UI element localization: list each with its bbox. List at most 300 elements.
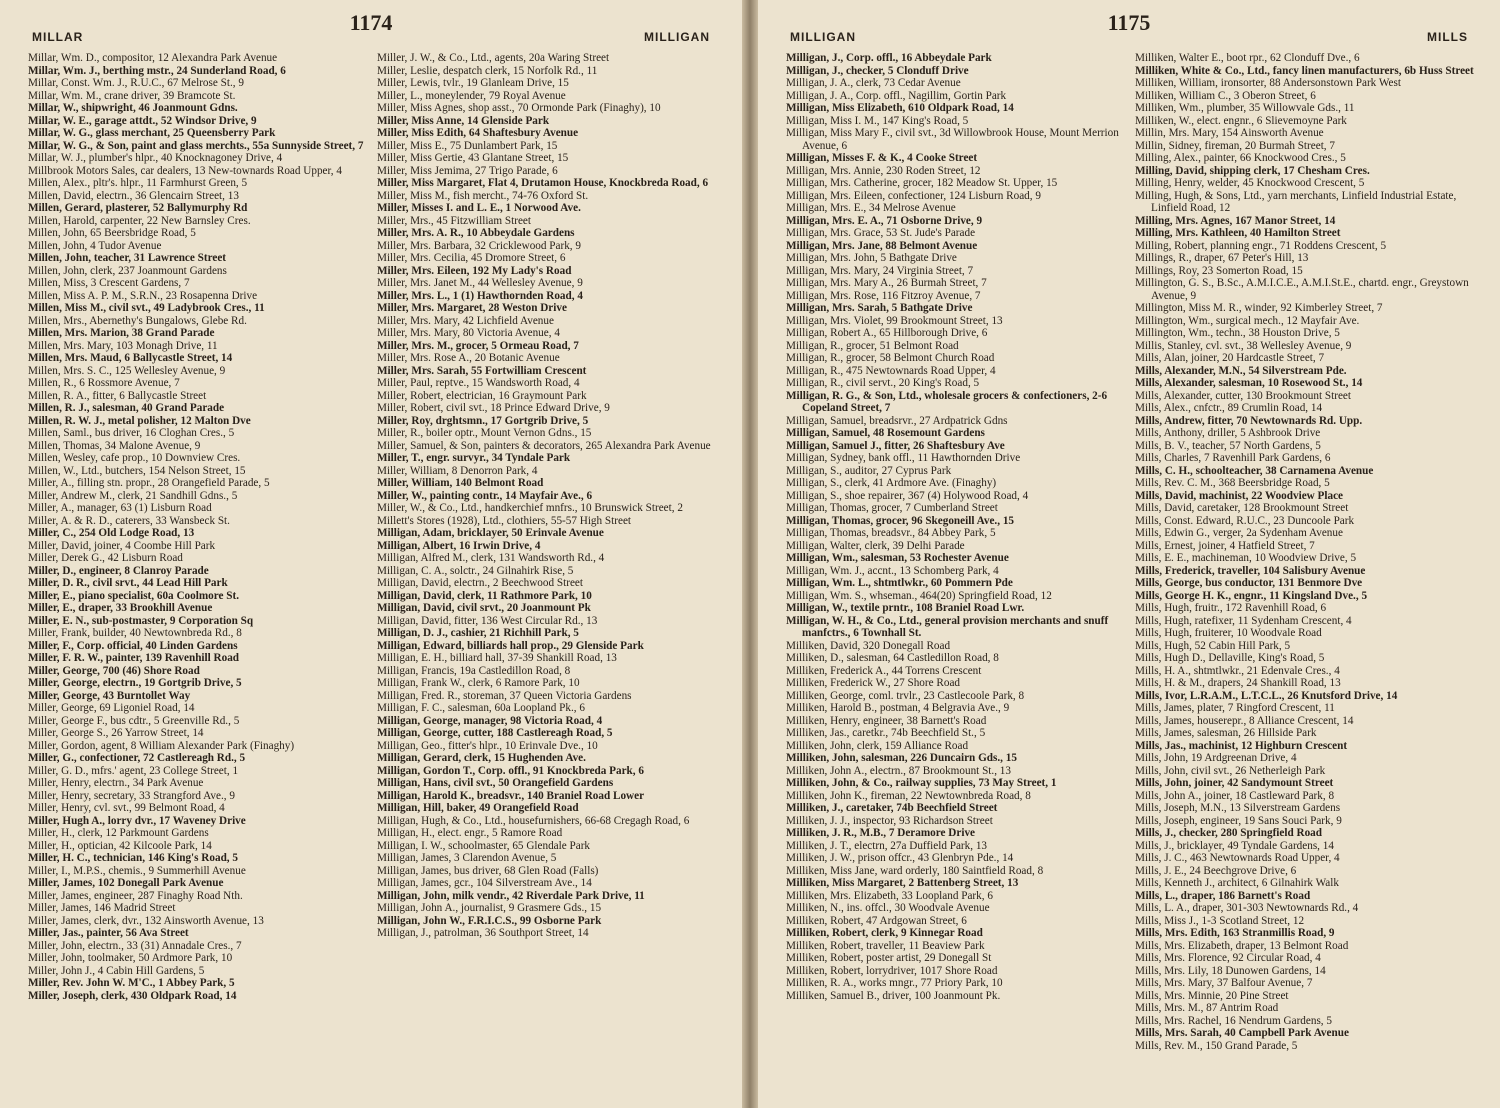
directory-entry: Milliken, Robert, poster artist, 29 Donegall St <box>786 952 992 964</box>
directory-entry: Miller, John, toolmaker, 50 Ardmore Park, 10 <box>28 952 233 964</box>
directory-entry: Milligan, R., grocer, 51 Belmont Road <box>786 339 959 352</box>
directory-entry: Millar, Const. Wm. J., R.U.C., 67 Melrose St., 9 <box>28 77 244 89</box>
directory-entry: Milligan, W. H., & Co., Ltd., general provision merchants and snuff manfctrs., 6 Townhall St. <box>786 614 1109 639</box>
directory-entry: Milliken, Robert, 47 Ardgowan Street, 6 <box>786 914 967 927</box>
directory-entry: Mills, H. A., shtmtlwkr., 21 Edenvale Cres., 4 <box>1135 664 1340 677</box>
directory-entry: Mills, Ivor, L.R.A.M., L.T.C.L., 26 Knutsford Drive, 14 <box>1135 689 1398 702</box>
directory-entry: Millen, Mrs. S. C., 125 Wellesley Avenue, 9 <box>28 364 226 377</box>
directory-entry: Millen, Mrs. Mary, 103 Monagh Drive, 11 <box>28 339 218 352</box>
directory-entry: Milling, Mrs. Agnes, 167 Manor Street, 14 <box>1135 214 1336 227</box>
directory-entry: Milligan, J. A., Corp. offl., Nagillim, Gortin Park <box>786 89 1007 102</box>
directory-entry: Milliken, N., ins. offcl., 30 Woodvale Avenue <box>786 902 990 914</box>
directory-entry: Milligan, S., auditor, 27 Cyprus Park <box>786 464 952 477</box>
directory-entry: Milliken, George, coml. trvlr., 23 Castlecoole Park, 8 <box>786 689 1025 702</box>
directory-entry: Mills, George H. K., engnr., 11 Kingsland Dve., 5 <box>1135 589 1368 602</box>
directory-entry: Milligan, Thomas, breadsvr., 84 Abbey Park, 5 <box>786 527 996 539</box>
directory-entry: Mills, J., checker, 280 Springfield Road <box>1135 827 1322 839</box>
right-page-number: 1175 <box>1107 10 1151 35</box>
directory-entry: Milligan, Mrs. E. A., 71 Osborne Drive, 9 <box>786 214 983 227</box>
directory-entry: Milliken, W., elect. engnr., 6 Slievemoyne Park <box>1135 114 1347 127</box>
directory-entry: Miller, Henry, electrn., 34 Park Avenue <box>28 777 204 789</box>
directory-entry: Milliken, Frederick A., 44 Torrens Crescent <box>786 664 982 677</box>
directory-entry: Miller, William, 140 Belmont Road <box>377 477 544 489</box>
directory-entry: Miller, Joseph, clerk, 430 Oldpark Road, 14 <box>28 989 237 1002</box>
directory-entry: Millbrook Motors Sales, car dealers, 13 New-townards Road Upper, 4 <box>28 164 342 177</box>
directory-entry: Millis, Stanley, cvl. svt., 38 Wellesley Avenue, 9 <box>1135 339 1352 352</box>
directory-entry: Millar, W. E., garage attdt., 52 Windsor Drive, 9 <box>28 114 257 127</box>
directory-entry: Miller, Frank, builder, 40 Newtownbreda Rd., 8 <box>28 627 242 639</box>
directory-entry: Milligan, David, clerk, 11 Rathmore Park, 10 <box>377 589 592 602</box>
directory-entry: Milliken, Walter E., boot rpr., 62 Clonduff Dve., 6 <box>1135 52 1360 64</box>
directory-entry: Millen, John, teacher, 31 Lawrence Street <box>28 252 227 264</box>
directory-entry: Mills, Hugh D., Dellaville, King's Road, 5 <box>1135 652 1325 664</box>
directory-entry: Mills, J., bricklayer, 49 Tyndale Gardens, 14 <box>1135 839 1334 852</box>
directory-entry: Miller, Roy, drghtsmn., 17 Gortgrib Drive, 5 <box>377 414 589 427</box>
directory-entry: Milligan, E. H., billiard hall, 37-39 Shankill Road, 13 <box>377 652 617 664</box>
directory-entry: Milligan, Samuel, breadsrvr., 27 Ardpatrick Gdns <box>786 414 1008 427</box>
directory-entry: Milliken, Miss Margaret, 2 Battenberg Street, 13 <box>786 877 1019 889</box>
directory-entry: Milligan, Wm. S., whseman., 464(20) Springfield Road, 12 <box>786 589 1052 602</box>
directory-entry: Mills, James, houserepr., 8 Alliance Crescent, 14 <box>1135 714 1354 727</box>
directory-entry: Millett's Stores (1928), Ltd., clothiers, 55-57 High Street <box>377 514 632 527</box>
directory-entry: Millen, Mrs., Abernethy's Bungalows, Glebe Rd. <box>28 314 247 327</box>
directory-entry: Milligan, Wm. J., accnt., 13 Schomberg Park, 4 <box>786 564 999 577</box>
directory-entry: Miller, H. C., technician, 146 King's Road, 5 <box>28 852 238 864</box>
directory-entry: Miller, Samuel, & Son, painters & decorators, 265 Alexandra Park Avenue <box>377 439 711 452</box>
directory-entry: Miller, John J., 4 Cabin Hill Gardens, 5 <box>28 964 205 977</box>
directory-entry: Milliken, J. J., inspector, 93 Richardson Street <box>786 814 993 827</box>
directory-entry: Milliken, David, 320 Donegall Road <box>786 639 951 652</box>
directory-entry: Millen, Gerard, plasterer, 52 Ballymurphy Rd <box>28 202 248 214</box>
directory-entry: Miller, R., boiler optr., Mount Vernon Gdns., 15 <box>377 427 592 439</box>
directory-entry: Millen, R. W. J., metal polisher, 12 Malton Dve <box>28 414 251 427</box>
right-running-head-end: MILLS <box>1427 30 1468 44</box>
directory-entry: Mills, Joseph, M.N., 13 Silverstream Gardens <box>1135 802 1341 814</box>
directory-entry: Milligan, Adam, bricklayer, 50 Erinvale Avenue <box>377 527 604 539</box>
directory-entry: Miller, A., filling stn. propr., 28 Orangefield Parade, 5 <box>28 477 270 489</box>
directory-entry: Mills, Frederick, traveller, 104 Salisbury Avenue <box>1135 564 1366 577</box>
directory-entry: Milligan, Harold K., breadsvr., 140 Braniel Road Lower <box>377 789 645 802</box>
directory-entry: Millen, W., Ltd., butchers, 154 Nelson Street, 15 <box>28 464 246 477</box>
directory-entry: Miller, Mrs. Janet M., 44 Wellesley Avenue, 9 <box>377 277 583 289</box>
directory-entry: Mills, Andrew, fitter, 70 Newtownards Rd. Upp. <box>1135 414 1363 427</box>
directory-entry: Milliken, Harold B., postman, 4 Belgravia Ave., 9 <box>786 702 1010 714</box>
directory-entry: Mills, L., draper, 186 Barnett's Road <box>1135 889 1311 902</box>
directory-entry: Milligan, Samuel J., fitter, 26 Shaftesbury Ave <box>786 439 1005 452</box>
directory-entry: Millen, Wesley, cafe prop., 10 Downview Cres. <box>28 452 241 464</box>
directory-entry: Mills, Miss J., 1-3 Scotland Street, 12 <box>1135 914 1305 927</box>
directory-entry: Milligan, Edward, billiards hall prop., 29 Glenside Park <box>377 639 644 652</box>
directory-entry: Mills, Alexander, salesman, 10 Rosewood St., 14 <box>1135 377 1363 389</box>
directory-entry: Milligan, Gordon T., Corp. offl., 91 Knockbreda Park, 6 <box>377 764 644 777</box>
directory-entry: Milligan, Mrs. Catherine, grocer, 182 Meadow St. Upper, 15 <box>786 177 1058 189</box>
directory-entry: Mills, Alexander, cutter, 130 Brookmount Street <box>1135 389 1351 402</box>
left-running-head-end: MILLIGAN <box>644 30 710 44</box>
directory-entry: Milligan, George, manager, 98 Victoria Road, 4 <box>377 714 603 727</box>
right-column-2 <box>1135 52 1476 1104</box>
directory-entry: Miller, I., M.P.S., chemis., 9 Summerhill Avenue <box>28 864 246 877</box>
directory-entry: Milligan, Misses F. & K., 4 Cooke Street <box>786 152 978 164</box>
directory-entry: Millar, Wm. D., compositor, 12 Alexandra Park Avenue <box>28 52 278 64</box>
directory-entry: Miller, D. R., civil srvt., 44 Lead Hill Park <box>28 577 228 589</box>
directory-entry: Milligan, D. J., cashier, 21 Richhill Park, 5 <box>377 627 579 639</box>
directory-entry: Milligan, Miss Mary F., civil svt., 3d Willowbrook House, Mount Merrion Avenue, 6 <box>786 127 1119 152</box>
directory-entry: Millar, W. G., glass merchant, 25 Queensberry Park <box>28 127 276 139</box>
directory-entry: Millen, John, clerk, 237 Joanmount Gardens <box>28 264 227 277</box>
directory-entry: Millen, R. A., fitter, 6 Ballycastle Street <box>28 389 207 402</box>
directory-entry: Milligan, Alfred M., clerk, 131 Wandsworth Rd., 4 <box>377 552 605 564</box>
directory-entry: Milligan, W., textile prntr., 108 Braniel Road Lwr. <box>786 602 1025 614</box>
directory-entry: Miller, Mrs. Mary, 80 Victoria Avenue, 4 <box>377 327 560 339</box>
book-gutter <box>742 0 758 1108</box>
directory-entry: Mills, J. E., 24 Beechgrove Drive, 6 <box>1135 864 1297 877</box>
directory-entry: Milligan, Mrs. Violet, 99 Brookmount Street, 13 <box>786 314 1003 327</box>
directory-entry: Miller, George, 700 (46) Shore Road <box>28 664 200 677</box>
directory-entry: Miller, Miss Anne, 14 Glenside Park <box>377 114 550 127</box>
right-page-header <box>790 10 1468 50</box>
directory-entry: Mills, B. V., teacher, 57 North Gardens, 5 <box>1135 439 1321 452</box>
directory-entry: Mills, Mrs. Elizabeth, draper, 13 Belmont Road <box>1135 939 1349 952</box>
directory-entry: Miller, Miss M., fish mercht., 74-76 Oxford St. <box>377 189 589 202</box>
directory-entry: Millar, W., shipwright, 46 Joanmount Gdns. <box>28 102 238 114</box>
directory-entry: Millar, Wm. J., berthing mstr., 24 Sunderland Road, 6 <box>28 64 286 77</box>
directory-entry: Miller, G. D., mfrs.' agent, 23 College Street, 1 <box>28 764 239 777</box>
directory-entry: Miller, A. & R. D., caterers, 33 Wansbeck St. <box>28 514 230 527</box>
directory-entry: Millen, Mrs. Marion, 38 Grand Parade <box>28 327 215 339</box>
directory-entry: Mills, Hugh, fruitr., 172 Ravenhill Road, 6 <box>1135 602 1327 614</box>
directory-entry: Mills, Const. Edward, R.U.C., 23 Duncoole Park <box>1135 514 1355 527</box>
directory-entry: Miller, Mrs. Sarah, 55 Fortwilliam Crescent <box>377 364 587 377</box>
directory-entry: Miller, Miss Agnes, shop asst., 70 Ormonde Park (Finaghy), 10 <box>377 102 661 114</box>
directory-entry: Milliken, William C., 3 Oberon Street, 6 <box>1135 89 1316 102</box>
directory-entry: Milliken, D., salesman, 64 Castledillon Road, 8 <box>786 652 999 664</box>
directory-entry: Milligan, R., 475 Newtownards Road Upper, 4 <box>786 364 996 377</box>
directory-entry: Miller, George S., 26 Yarrow Street, 14 <box>28 727 204 739</box>
left-page-header <box>32 10 710 50</box>
directory-entry: Millen, David, electrn., 36 Glencairn Street, 13 <box>28 189 239 202</box>
directory-entry: Milling, Hugh, & Sons, Ltd., yarn merchants, Linfield Industrial Estate, Linfield Road, 12 <box>1135 189 1457 214</box>
directory-entry: Miller, Mrs. Rose A., 20 Botanic Avenue <box>377 352 560 364</box>
directory-entry: Milligan, Wm., salesman, 53 Rochester Avenue <box>786 552 1009 564</box>
directory-entry: Mills, Mrs. M., 87 Antrim Road <box>1135 1002 1279 1014</box>
directory-entry: Miller, T., engr. survyr., 34 Tyndale Park <box>377 452 571 464</box>
directory-entry: Mills, C. H., schoolteacher, 38 Carnamena Avenue <box>1135 464 1374 477</box>
directory-entry: Milliken, John, clerk, 159 Alliance Road <box>786 739 969 752</box>
directory-entry: Mills, Mrs. Rachel, 16 Nendrum Gardens, 5 <box>1135 1014 1332 1027</box>
directory-entry: Milligan, Mrs. Eileen, confectioner, 124 Lisburn Road, 9 <box>786 189 1041 202</box>
directory-entry: Millen, Harold, carpenter, 22 New Barnsley Cres. <box>28 214 251 227</box>
directory-entry: Milligan, J., patrolman, 36 Southport Street, 14 <box>377 927 589 939</box>
directory-entry: Milliken, J. W., prison offcr., 43 Glenbryn Pde., 14 <box>786 852 1014 864</box>
directory-entry: Millin, Sidney, fireman, 20 Burmah Street, 7 <box>1135 139 1335 152</box>
directory-entry: Miller, Andrew M., clerk, 21 Sandhill Gdns., 5 <box>28 489 238 502</box>
directory-entry: Milligan, James, bus driver, 68 Glen Road (Falls) <box>377 864 599 877</box>
directory-entry: Miller, Mrs. Cecilia, 45 Dromore Street, 6 <box>377 252 566 264</box>
right-column-1 <box>786 52 1127 1104</box>
right-page-columns <box>786 52 1476 1104</box>
directory-entry: Mills, James, salesman, 26 Hillside Park <box>1135 727 1317 739</box>
left-page-number: 1174 <box>349 10 393 35</box>
directory-entry: Millar, Wm. M., crane driver, 39 Bramcote St. <box>28 89 236 102</box>
directory-entry: Mills, Rev. M., 150 Grand Parade, 5 <box>1135 1039 1298 1052</box>
directory-entry: Milliken, Jas., caretkr., 74b Beechfield St., 5 <box>786 727 986 739</box>
directory-entry: Miller, H., optician, 42 Kilcoole Park, 14 <box>28 839 212 852</box>
directory-entry: Milling, Henry, welder, 45 Knockwood Crescent, 5 <box>1135 177 1365 189</box>
directory-entry: Milliken, Frederick W., 27 Shore Road <box>786 677 961 689</box>
directory-entry: Miller, Mrs. Mary, 42 Lichfield Avenue <box>377 314 554 327</box>
directory-entry: Milliken, Miss Jane, ward orderly, 180 Saintfield Road, 8 <box>786 864 1044 877</box>
directory-entry: Miller, C., 254 Old Lodge Road, 13 <box>28 527 195 539</box>
directory-entry: Milligan, Hill, baker, 49 Orangefield Road <box>377 802 579 814</box>
directory-entry: Milligan, James, gcr., 104 Silverstream Ave., 14 <box>377 877 592 889</box>
directory-entry: Mills, Mrs. Mary, 37 Balfour Avenue, 7 <box>1135 977 1313 989</box>
directory-entry: Milligan, David, electrn., 2 Beechwood Street <box>377 577 583 589</box>
directory-entry: Millen, Miss, 3 Crescent Gardens, 7 <box>28 277 190 289</box>
directory-entry: Miller, D., engineer, 8 Clanroy Parade <box>28 564 209 577</box>
directory-entry: Miller, J. W., & Co., Ltd., agents, 20a Waring Street <box>377 52 610 64</box>
directory-entry: Milligan, C. A., solctr., 24 Gilnahirk Rise, 5 <box>377 564 574 577</box>
directory-entry: Miller, James, engineer, 287 Finaghy Road Nth. <box>28 889 243 902</box>
directory-entry: Milligan, Mrs. Mary A., 26 Burmah Street, 7 <box>786 277 987 289</box>
directory-entry: Milliken, Robert, lorrydriver, 1017 Shore Road <box>786 964 998 977</box>
directory-entry: Milligan, John W., F.R.I.C.S., 99 Osborne Park <box>377 914 602 927</box>
directory-entry: Mills, Charles, 7 Ravenhill Park Gardens, 6 <box>1135 452 1331 464</box>
directory-entry: Mills, David, caretaker, 128 Brookmount Street <box>1135 502 1349 514</box>
left-page <box>0 0 742 1108</box>
directory-entry: Miller, Robert, civil svt., 18 Prince Edward Drive, 9 <box>377 402 610 414</box>
directory-entry: Milliken, William, ironsorter, 88 Andersonstown Park West <box>1135 77 1401 89</box>
directory-entry: Milligan, R., civil servt., 20 King's Road, 5 <box>786 377 980 389</box>
directory-entry: Mills, Rev. C. M., 368 Beersbridge Road, 5 <box>1135 477 1330 489</box>
directory-entry: Mills, John, civil svt., 26 Netherleigh Park <box>1135 764 1326 777</box>
directory-entry: Milliken, John A., electrn., 87 Brookmount St., 13 <box>786 764 1011 777</box>
directory-entry: Milligan, Thomas, grocer, 7 Cumberland Street <box>786 502 998 514</box>
directory-entry: Miller, Miss Edith, 64 Shaftesbury Avenue <box>377 127 579 139</box>
directory-entry: Miller, Miss Jemima, 27 Trigo Parade, 6 <box>377 164 558 177</box>
directory-entry: Mills, Edwin G., verger, 2a Sydenham Avenue <box>1135 527 1343 539</box>
directory-entry: Millington, Wm., surgical mech., 12 Mayfair Ave. <box>1135 314 1360 327</box>
directory-entry: Mills, Mrs. Florence, 92 Circular Road, 4 <box>1135 952 1321 964</box>
directory-entry: Milligan, H., elect. engr., 5 Ramore Road <box>377 827 563 839</box>
directory-entry: Milligan, John A., journalist, 9 Grasmere Gds., 15 <box>377 902 602 914</box>
directory-entry: Millen, R. J., salesman, 40 Grand Parade <box>28 402 225 414</box>
directory-entry: Milligan, Fred. R., storeman, 37 Queen Victoria Gardens <box>377 689 632 702</box>
directory-entry: Mills, John A., joiner, 18 Castleward Park, 8 <box>1135 789 1335 802</box>
directory-entry: Millington, G. S., B.Sc., A.M.I.C.E., A.M.I.St.E., chartd. engr., Greystown Avenue, 9 <box>1135 277 1469 302</box>
directory-entry: Milligan, Gerard, clerk, 15 Hughenden Ave. <box>377 752 586 764</box>
directory-entry: Milliken, Samuel B., driver, 100 Joanmount Pk. <box>786 989 1001 1002</box>
directory-entry: Millen, John, 65 Beersbridge Road, 5 <box>28 227 196 239</box>
directory-entry: Milligan, Hugh, & Co., Ltd., housefurnishers, 66-68 Cregagh Road, 6 <box>377 814 690 827</box>
directory-entry: Milligan, J. A., clerk, 73 Cedar Avenue <box>786 77 961 89</box>
directory-entry: Miller, Henry, cvl. svt., 99 Belmont Road, 4 <box>28 802 225 814</box>
directory-entry: Millen, Miss A. P. M., S.R.N., 23 Rosapenna Drive <box>28 289 258 302</box>
directory-entry: Miller, Miss Gertie, 43 Glantane Street, 15 <box>377 152 569 164</box>
directory-entry: Milligan, Mrs. Mary, 24 Virginia Street, 7 <box>786 264 974 277</box>
directory-entry: Milliken, John, & Co., railway supplies, 73 May Street, 1 <box>786 777 1057 789</box>
directory-entry: Miller, George, electrn., 19 Gortgrib Drive, 5 <box>28 677 242 689</box>
directory-entry: Miller, L., moneylender, 79 Royal Avenue <box>377 89 566 102</box>
directory-entry: Millen, Mrs. Maud, 6 Ballycastle Street, 14 <box>28 352 233 364</box>
directory-entry: Milligan, Frank W., clerk, 6 Ramore Park, 10 <box>377 677 580 689</box>
directory-entry: Miller, Gordon, agent, 8 William Alexander Park (Finaghy) <box>28 739 295 752</box>
directory-entry: Milliken, White & Co., Ltd., fancy linen manufacturers, 6b Huss Street <box>1135 64 1474 77</box>
directory-entry: Miller, W., painting contr., 14 Mayfair Ave., 6 <box>377 489 593 502</box>
directory-entry: Miller, Miss Margaret, Flat 4, Drutamon House, Knockbreda Road, 6 <box>377 177 709 189</box>
directory-entry: Milligan, Mrs. Rose, 116 Fitzroy Avenue, 7 <box>786 289 981 302</box>
directory-entry: Milligan, Sydney, bank offl., 11 Hawthornden Drive <box>786 452 1021 464</box>
directory-entry: Miller, E. N., sub-postmaster, 9 Corporation Sq <box>28 614 254 627</box>
directory-entry: Miller, Miss E., 75 Dunlambert Park, 15 <box>377 139 558 152</box>
directory-entry: Miller, H., clerk, 12 Parkmount Gardens <box>28 827 209 839</box>
directory-entry: Miller, George, 69 Ligoniel Road, 14 <box>28 702 195 714</box>
directory-entry: Milligan, Francis, 19a Castledillon Road, 8 <box>377 664 571 677</box>
directory-entry: Milligan, David, fitter, 136 West Circular Rd., 13 <box>377 614 598 627</box>
directory-entry: Mills, J. C., 463 Newtownards Road Upper, 4 <box>1135 852 1340 864</box>
directory-entry: Mills, L. A., draper, 301-303 Newtownards Rd., 4 <box>1135 902 1359 914</box>
directory-entry: Milligan, Mrs. Annie, 230 Roden Street, 12 <box>786 164 981 177</box>
directory-entry: Milligan, Robert A., 65 Hillborough Drive, 6 <box>786 327 988 339</box>
left-column-2 <box>377 52 718 1104</box>
directory-entry: Milligan, James, 3 Clarendon Avenue, 5 <box>377 852 557 864</box>
directory-entry: Milligan, Wm. L., shtmtlwkr., 60 Pommern Pde <box>786 577 1013 589</box>
directory-entry: Miller, Mrs. M., grocer, 5 Ormeau Road, 7 <box>377 339 579 352</box>
directory-entry: Miller, James, 102 Donegall Park Avenue <box>28 877 224 889</box>
directory-entry: Milliken, Robert, traveller, 11 Beaview Park <box>786 939 985 952</box>
directory-entry: Miller, Paul, reptve., 15 Wandsworth Road, 4 <box>377 377 580 389</box>
directory-entry: Mills, John, joiner, 42 Sandymount Street <box>1135 777 1334 789</box>
directory-entry: Mills, Hugh, 52 Cabin Hill Park, 5 <box>1135 639 1291 652</box>
right-running-head-start: MILLIGAN <box>790 30 856 44</box>
directory-entry: Milligan, J., checker, 5 Clonduff Drive <box>786 64 969 77</box>
directory-entry: Miller, G., confectioner, 72 Castlereagh Rd., 5 <box>28 752 246 764</box>
directory-entry: Miller, Rev. John W. M'C., 1 Abbey Park, 5 <box>28 977 235 989</box>
directory-entry: Miller, Misses I. and L. E., 1 Norwood Ave. <box>377 202 581 214</box>
directory-entry: Millington, Wm., techn., 38 Houston Drive, 5 <box>1135 327 1340 339</box>
directory-entry: Miller, Mrs. Barbara, 32 Cricklewood Park, 9 <box>377 239 581 252</box>
directory-entry: Miller, Robert, electrician, 16 Graymount Park <box>377 389 587 402</box>
directory-entry: Miller, W., & Co., Ltd., handkerchief mnfrs., 10 Brunswick Street, 2 <box>377 502 683 514</box>
directory-entry: Milligan, Walter, clerk, 39 Delhi Parade <box>786 539 965 552</box>
directory-entry: Miller, Henry, secretary, 33 Strangford Ave., 9 <box>28 789 235 802</box>
directory-entry: Miller, E., draper, 33 Brookhill Avenue <box>28 602 213 614</box>
directory-entry: Milliken, J., caretaker, 74b Beechfield Street <box>786 802 998 814</box>
directory-entry: Milligan, Miss Elizabeth, 610 Oldpark Road, 14 <box>786 102 1014 114</box>
directory-entry: Mills, E. E., machineman, 10 Woodview Drive, 5 <box>1135 552 1357 564</box>
left-running-head-start: MILLAR <box>32 30 84 44</box>
directory-entry: Miller, William, 8 Denorron Park, 4 <box>377 464 538 477</box>
directory-entry: Millen, Miss M., civil svt., 49 Ladybrook Cres., 11 <box>28 302 265 314</box>
directory-entry: Millen, Thomas, 34 Malone Avenue, 9 <box>28 439 201 452</box>
directory-entry: Miller, E., piano specialist, 60a Coolmore St. <box>28 589 240 602</box>
directory-entry: Milliken, Henry, engineer, 38 Barnett's Road <box>786 714 987 727</box>
directory-entry: Milliken, J. T., electrn, 27a Duffield Park, 13 <box>786 839 988 852</box>
directory-entry: Miller, Mrs. L., 1 (1) Hawthornden Road, 4 <box>377 289 583 302</box>
left-page-columns <box>28 52 718 1104</box>
directory-entry: Millen, John, 4 Tudor Avenue <box>28 239 162 252</box>
directory-entry: Mills, Joseph, engineer, 19 Sans Souci Park, 9 <box>1135 814 1342 827</box>
directory-entry: Milligan, R., grocer, 58 Belmont Church Road <box>786 352 995 364</box>
directory-entry: Millings, Roy, 23 Somerton Road, 15 <box>1135 264 1303 277</box>
directory-entry: Miller, Lewis, tvlr., 19 Glanleam Drive, 15 <box>377 77 569 89</box>
directory-entry: Miller, Jas., painter, 56 Ava Street <box>28 927 189 939</box>
directory-entry: Milliken, J. R., M.B., 7 Deramore Drive <box>786 827 976 839</box>
directory-entry: Milling, David, shipping clerk, 17 Chesham Cres. <box>1135 164 1370 177</box>
directory-entry: Miller, John, electrn., 33 (31) Annadale Cres., 7 <box>28 939 242 952</box>
directory-entry: Mills, Mrs. Minnie, 20 Pine Street <box>1135 989 1289 1002</box>
right-page <box>758 0 1500 1108</box>
directory-entry: Millin, Mrs. Mary, 154 Ainsworth Avenue <box>1135 127 1324 139</box>
directory-entry: Millen, R., 6 Rossmore Avenue, 7 <box>28 377 180 389</box>
directory-entry: Mills, Alexander, M.N., 54 Silverstream Pde. <box>1135 364 1347 377</box>
directory-entry: Mills, James, plater, 7 Ringford Crescent, 11 <box>1135 702 1335 714</box>
directory-entry: Milligan, Mrs. E., 34 Melrose Avenue <box>786 202 956 214</box>
directory-entry: Milligan, Mrs. Grace, 53 St. Jude's Parade <box>786 227 976 239</box>
directory-entry: Mills, Alex., cnfctr., 89 Crumlin Road, 14 <box>1135 402 1323 414</box>
directory-entry: Milligan, I. W., schoolmaster, 65 Glendale Park <box>377 839 591 852</box>
directory-entry: Milliken, John, salesman, 226 Duncairn Gds., 15 <box>786 752 1017 764</box>
directory-entry: Mills, Ernest, joiner, 4 Hatfield Street, 7 <box>1135 539 1315 552</box>
directory-entry: Milliken, Wm., plumber, 35 Willowvale Gds., 11 <box>1135 102 1355 114</box>
directory-entry: Millar, W. J., plumber's hlpr., 40 Knocknagoney Drive, 4 <box>28 152 283 164</box>
directory-entry: Mills, Alan, joiner, 20 Hardcastle Street, 7 <box>1135 352 1325 364</box>
directory-entry: Mills, David, machinist, 22 Woodview Place <box>1135 489 1344 502</box>
directory-entry: Miller, James, clerk, dvr., 132 Ainsworth Avenue, 13 <box>28 914 264 927</box>
directory-entry: Milligan, Mrs. Sarah, 5 Bathgate Drive <box>786 302 973 314</box>
directory-entry: Miller, A., manager, 63 (1) Lisburn Road <box>28 502 212 514</box>
directory-entry: Mills, Anthony, driller, 5 Ashbrook Drive <box>1135 427 1321 439</box>
directory-entry: Milligan, J., Corp. offl., 16 Abbeydale Park <box>786 52 992 64</box>
directory-entry: Milliken, Mrs. Elizabeth, 33 Loopland Park, 6 <box>786 889 993 902</box>
directory-entry: Millen, Saml., bus driver, 16 Cloghan Cres., 5 <box>28 427 235 439</box>
directory-entry: Mills, Mrs. Sarah, 40 Campbell Park Avenue <box>1135 1027 1349 1039</box>
directory-entry: Miller, Mrs. Margaret, 28 Weston Drive <box>377 302 567 314</box>
directory-entry: Miller, F., Corp. official, 40 Linden Gardens <box>28 639 238 652</box>
left-column-1 <box>28 52 369 1104</box>
directory-entry: Mills, Kenneth J., architect, 6 Gilnahirk Walk <box>1135 877 1339 889</box>
directory-entry: Mills, George, bus conductor, 131 Benmore Dve <box>1135 577 1363 589</box>
directory-entry: Milligan, George, cutter, 188 Castlereagh Road, 5 <box>377 727 613 739</box>
directory-entry: Millen, Alex., pltr's. hlpr., 11 Farmhurst Green, 5 <box>28 177 248 189</box>
directory-entry: Milligan, F. C., salesman, 60a Loopland Pk., 6 <box>377 702 585 714</box>
directory-entry: Millar, W. G., & Son, paint and glass merchts., 55a Sunnyside Street, 7 <box>28 139 364 152</box>
directory-entry: Milligan, Geo., fitter's hlpr., 10 Erinvale Dve., 10 <box>377 739 598 752</box>
directory-entry: Milliken, R. A., works mngr., 77 Priory Park, 10 <box>786 977 1003 989</box>
directory-entry: Milligan, R. G., & Son, Ltd., wholesale grocers & confectioners, 2-6 Copeland Street, 7 <box>786 389 1108 414</box>
directory-entry: Milligan, Samuel, 48 Rosemount Gardens <box>786 427 985 439</box>
directory-entry: Miller, Leslie, despatch clerk, 15 Norfolk Rd., 11 <box>377 64 598 77</box>
directory-entry: Milligan, Albert, 16 Irwin Drive, 4 <box>377 539 541 552</box>
directory-entry: Milligan, David, civil srvt., 20 Joanmount Pk <box>377 602 591 614</box>
directory-entry: Miller, James, 146 Madrid Street <box>28 902 176 914</box>
directory-entry: Miller, George, 43 Burntollet Way <box>28 689 191 702</box>
directory-entry: Miller, George F., bus cdtr., 5 Greenville Rd., 5 <box>28 714 240 727</box>
directory-entry: Miller, Hugh A., lorry dvr., 17 Waveney Drive <box>28 814 246 827</box>
directory-entry: Mills, John, 19 Ardgreenan Drive, 4 <box>1135 752 1297 764</box>
directory-entry: Milling, Alex., painter, 66 Knockwood Cres., 5 <box>1135 152 1346 164</box>
directory-entry: Milligan, John, milk vendr., 42 Riverdale Park Drive, 11 <box>377 889 645 902</box>
directory-entry: Milliken, John K., fireman, 22 Newtownbreda Road, 8 <box>786 789 1031 802</box>
directory-entry: Miller, Mrs. Eileen, 192 My Lady's Road <box>377 264 572 277</box>
directory-entry: Milling, Mrs. Kathleen, 40 Hamilton Street <box>1135 227 1341 239</box>
directory-entry: Miller, Mrs., 45 Fitzwilliam Street <box>377 214 531 227</box>
directory-entry: Miller, Derek G., 42 Lisburn Road <box>28 552 183 564</box>
directory-entry: Mills, Hugh, fruiterer, 10 Woodvale Road <box>1135 627 1322 639</box>
directory-entry: Milligan, Mrs. Jane, 88 Belmont Avenue <box>786 239 978 252</box>
directory-entry: Miller, David, joiner, 4 Coombe Hill Park <box>28 539 216 552</box>
directory-entry: Millington, Miss M. R., winder, 92 Kimberley Street, 7 <box>1135 302 1383 314</box>
directory-entry: Milligan, Thomas, grocer, 96 Skegoneill Ave., 15 <box>786 514 1015 527</box>
